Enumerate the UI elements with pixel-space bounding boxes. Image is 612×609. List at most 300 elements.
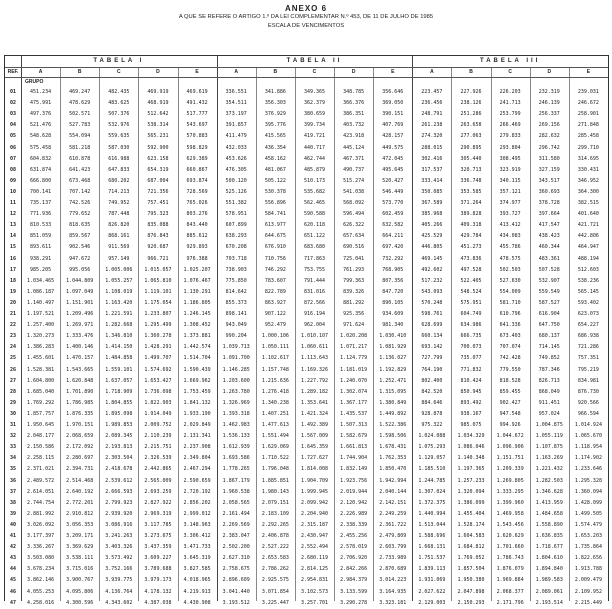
value-cell: 2.131.341 [183, 433, 211, 440]
value-cell: 2.215.751 [144, 444, 172, 451]
value-cell: 581.710 [499, 299, 521, 306]
value-cell: 620.118 [303, 222, 326, 229]
value-cell: 241.713 [499, 100, 521, 107]
value-cell: 2.079.151 [261, 499, 289, 506]
ref-cell: 15 [9, 244, 17, 251]
value-cell: 538.314 [147, 122, 169, 129]
value-cell: 3.715.016 [66, 566, 94, 573]
value-cell: 1.543.665 [66, 366, 94, 373]
value-cell: 985.075 [460, 422, 482, 428]
value-cell: 1.904.709 [300, 477, 329, 484]
value-cell: 975.322 [421, 422, 443, 428]
value-cell: 868.161 [108, 233, 130, 240]
value-cell: 976.388 [186, 255, 208, 262]
value-cell: 2.910.812 [66, 510, 94, 517]
value-cell: 2.842.266 [340, 566, 368, 573]
value-cell: 1.867.179 [222, 477, 250, 484]
value-cell: 1.221.591 [105, 311, 133, 317]
value-cell: 1.295.328 [574, 477, 602, 484]
value-cell: 3.979.173 [144, 577, 172, 584]
value-cell: 1.151.751 [496, 455, 524, 462]
value-cell: 507.528 [538, 266, 560, 273]
value-cell: 232.319 [538, 89, 560, 95]
ref-cell: 44 [9, 566, 17, 573]
value-cell: 2.361.722 [379, 521, 407, 528]
value-cell: 2.237.908 [183, 444, 211, 451]
value-cell: 626.322 [343, 222, 365, 229]
value-cell: 274.320 [421, 133, 443, 140]
value-cell: 938.291 [30, 255, 52, 262]
value-cell: 3.102.573 [300, 588, 329, 595]
value-cell: 929.893 [186, 244, 208, 251]
value-cell: 660.867 [186, 166, 208, 173]
value-cell: 616.988 [108, 155, 130, 162]
value-cell: 1.786.985 [66, 399, 94, 406]
value-cell: 1.814.008 [300, 466, 329, 473]
value-cell: 445.124 [343, 144, 365, 151]
value-cell: 613.977 [264, 222, 286, 229]
ref-cell: 12 [9, 211, 17, 218]
value-cell: 985.205 [30, 266, 52, 273]
ref-cell: 13 [9, 222, 17, 229]
value-cell: 1.181.019 [340, 366, 368, 373]
value-cell: 1.257.233 [457, 477, 485, 484]
value-cell: 1.097.049 [66, 288, 94, 295]
value-cell: 1.744.904 [340, 455, 368, 462]
value-cell: 725.041 [343, 255, 365, 262]
value-cell: 1.157.748 [261, 366, 289, 373]
value-cell: 607.899 [225, 222, 247, 229]
value-cell: 2.666.593 [105, 488, 133, 495]
value-cell: 657.634 [343, 233, 365, 240]
value-cell: 1.386.283 [27, 344, 55, 351]
value-cell: 598.761 [421, 311, 443, 317]
value-cell: 911.451 [538, 399, 560, 406]
ref-cell: 02 [9, 100, 17, 107]
value-cell: 791.444 [303, 277, 326, 284]
value-cell: 604.832 [30, 155, 52, 162]
value-cell: 795.323 [147, 211, 169, 218]
value-cell: 604.749 [460, 311, 482, 317]
value-cell: 683.680 [303, 244, 326, 251]
value-cell: 226.203 [499, 89, 521, 95]
value-cell: 2.514.468 [66, 477, 94, 484]
value-cell: 350.085 [421, 188, 443, 195]
ref-cell: 10 [9, 188, 17, 195]
value-cell: 1.678.431 [379, 444, 407, 451]
value-cell: 1.320.094 [457, 488, 485, 495]
value-cell: 483.625 [108, 100, 130, 107]
value-cell: 1.075.293 [418, 444, 446, 451]
value-cell: 1.612.939 [222, 444, 250, 451]
value-cell: 411.479 [225, 133, 247, 140]
value-cell: 641.336 [499, 322, 521, 329]
value-cell: 697.420 [382, 244, 404, 251]
ref-cell: 33 [9, 444, 17, 451]
grupo-label: GRUPO [25, 79, 44, 85]
value-cell: 356.303 [264, 100, 286, 107]
value-cell: 497.528 [460, 266, 482, 273]
ref-cell: 24 [9, 344, 17, 351]
value-cell: 2.467.294 [183, 466, 211, 473]
ref-cell: 09 [9, 177, 17, 184]
value-cell: 340.115 [499, 177, 521, 184]
value-cell: 556.896 [264, 200, 286, 206]
value-cell: 795.219 [577, 366, 599, 373]
value-cell: 1.333.476 [66, 333, 94, 340]
value-cell: 2.150.293 [457, 599, 485, 606]
value-cell: 1.857.757 [27, 410, 55, 417]
value-cell: 1.841.132 [183, 399, 211, 406]
value-cell: 1.804.855 [105, 399, 133, 406]
value-cell: 1.360.278 [144, 333, 172, 340]
value-cell: 707.142 [69, 188, 91, 195]
value-cell: 512.603 [577, 266, 599, 273]
value-cell: 1.440.994 [418, 510, 446, 517]
value-cell: 2.896.609 [222, 577, 250, 584]
salary-table [4, 55, 609, 606]
value-cell: 2.527.222 [261, 544, 289, 551]
value-cell: 818.528 [499, 377, 521, 384]
value-cell: 2.068.377 [496, 588, 524, 595]
value-cell: 843.440 [186, 222, 208, 229]
value-cell: 1.620.848 [66, 377, 94, 384]
value-cell: 1.449.892 [379, 410, 407, 417]
value-cell: 1.588.696 [418, 533, 446, 539]
ref-cell: 05 [9, 133, 17, 140]
value-cell: 1.367.177 [340, 399, 368, 406]
value-cell: 925.356 [343, 311, 365, 317]
value-cell: 2.120.942 [340, 499, 368, 506]
value-cell: 3.257.701 [300, 599, 329, 606]
value-cell: 1.413.959 [535, 499, 563, 506]
value-cell: 584.741 [264, 211, 286, 218]
value-cell: 248.791 [421, 111, 443, 118]
value-cell: 1.933.190 [183, 410, 211, 417]
value-cell: 253.799 [499, 111, 521, 118]
value-cell: 362.379 [303, 100, 326, 107]
value-cell: 343.517 [538, 177, 560, 184]
value-cell: 1.108.019 [105, 288, 133, 295]
value-cell: 957.149 [108, 255, 130, 262]
value-cell: 449.575 [382, 144, 404, 151]
value-cell: 522.405 [460, 277, 482, 284]
value-cell: 403.732 [343, 122, 365, 129]
value-cell: 971.624 [343, 322, 365, 329]
value-cell: 2.280.697 [66, 455, 94, 462]
value-cell: 1.055.257 [105, 277, 133, 284]
value-cell: 962.004 [303, 322, 326, 329]
value-cell: 320.713 [460, 166, 482, 173]
value-cell: 333.414 [421, 177, 443, 184]
value-cell: 616.904 [538, 311, 560, 317]
value-cell: 491.432 [186, 100, 208, 107]
value-cell: 1.209.496 [66, 311, 94, 317]
value-cell: 505.122 [264, 177, 286, 184]
value-cell: 1.000.106 [261, 333, 289, 340]
value-cell: 947.548 [499, 410, 521, 417]
value-cell: 1.071.217 [340, 344, 368, 351]
value-cell: 673.468 [69, 177, 91, 184]
value-cell: 3.193.512 [222, 599, 250, 606]
value-cell: 855.373 [225, 299, 247, 306]
column-header: E [195, 69, 199, 75]
column-header: B [77, 69, 82, 75]
value-cell: 799.363 [343, 277, 365, 284]
value-cell: 1.102.617 [261, 355, 289, 362]
value-cell: 1.822.656 [574, 555, 602, 562]
value-cell: 349.365 [303, 89, 326, 95]
value-cell: 596.494 [343, 211, 365, 218]
value-cell: 551.382 [225, 200, 247, 206]
ref-cell: 34 [9, 455, 17, 462]
value-cell: 810.533 [30, 222, 52, 229]
value-cell: 4.095.806 [66, 588, 94, 595]
value-cell: 3.071.854 [261, 588, 289, 595]
value-cell: 2.680.119 [300, 555, 329, 562]
value-cell: 376.929 [264, 111, 286, 118]
value-cell: 700.073 [460, 344, 482, 351]
value-cell: 239.031 [577, 89, 599, 95]
value-cell: 1.914.049 [144, 410, 172, 417]
value-cell: 1.796.048 [261, 466, 289, 473]
value-cell: 634.986 [460, 322, 482, 329]
value-cell: 302.416 [421, 155, 443, 162]
value-cell: 373.197 [225, 111, 247, 118]
value-cell: 317.537 [421, 166, 443, 173]
value-cell: 765.026 [186, 200, 208, 206]
value-cell: 308.495 [499, 155, 521, 162]
value-cell: 227.926 [460, 89, 482, 95]
value-cell: 952.479 [264, 322, 286, 329]
value-cell: 1.386.099 [457, 499, 485, 506]
value-cell: 451.234 [30, 89, 52, 95]
value-cell: 1.499.505 [574, 510, 602, 517]
value-cell: 1.124.779 [340, 355, 368, 362]
value-cell: 1.353.641 [300, 399, 329, 406]
value-cell: 405.266 [421, 222, 443, 229]
value-cell: 2.565.009 [144, 477, 172, 484]
value-cell: 1.832.149 [340, 466, 368, 473]
value-cell: 1.885.851 [261, 477, 289, 484]
value-cell: 2.029.849 [183, 422, 211, 428]
value-cell: 1.701.890 [66, 388, 94, 395]
value-cell: 469.145 [421, 255, 443, 262]
value-cell: 1.970.151 [66, 422, 94, 428]
value-cell: 4.343.602 [105, 599, 133, 606]
value-cell: 293.804 [499, 144, 521, 151]
value-cell: 1.931.069 [418, 577, 446, 584]
value-cell: 1.551.494 [261, 433, 289, 440]
value-cell: 369.050 [382, 100, 404, 107]
value-cell: 510.173 [303, 177, 326, 184]
value-cell: 1.209.339 [496, 466, 524, 473]
value-cell: 727.799 [421, 355, 443, 362]
value-cell: 472.045 [382, 155, 404, 162]
value-cell: 1.522.386 [379, 422, 407, 428]
value-cell: 473.836 [460, 255, 482, 262]
ref-cell: 38 [9, 499, 17, 506]
value-cell: 1.289.182 [300, 388, 329, 395]
value-cell: 876.843 [147, 233, 169, 240]
value-cell: 434.083 [499, 233, 521, 240]
value-cell: 2.590.659 [183, 477, 211, 484]
value-cell: 3.645.319 [183, 555, 211, 562]
ref-cell: 28 [9, 388, 17, 395]
value-cell: 565.145 [577, 288, 599, 295]
value-cell: 3.862.146 [27, 577, 55, 584]
value-cell: 761.293 [343, 266, 365, 273]
ref-cell: 41 [9, 533, 17, 539]
value-cell: 1.295.499 [144, 322, 172, 329]
value-cell: 3.117.785 [144, 521, 172, 528]
value-cell: 1.360.094 [574, 488, 602, 495]
group-header: TABELA I [93, 58, 145, 64]
value-cell: 1.822.903 [144, 399, 172, 406]
value-cell: 3.177.397 [27, 533, 55, 539]
value-cell: 2.183.109 [261, 510, 289, 517]
value-cell: 1.010.107 [300, 333, 329, 340]
value-cell: 632.582 [382, 222, 404, 229]
value-cell: 1.129.057 [418, 455, 446, 462]
value-cell: 660.134 [421, 333, 443, 340]
value-cell: 2.129.003 [418, 599, 446, 606]
value-cell: 1.174.902 [574, 455, 602, 462]
value-cell: 647.750 [538, 322, 560, 329]
value-cell: 966.721 [147, 255, 169, 262]
value-cell: 920.687 [147, 244, 169, 251]
value-cell: 1.307.024 [418, 488, 446, 495]
value-cell: 779.652 [69, 211, 91, 218]
value-cell: 1.558.890 [535, 521, 563, 528]
value-cell: 3.678.234 [27, 566, 55, 573]
value-cell: 876.730 [577, 388, 599, 395]
value-cell: 2.489.572 [27, 477, 55, 484]
value-cell: 2.394.731 [66, 466, 94, 473]
value-cell: 299.710 [577, 144, 599, 151]
value-cell: 714.145 [538, 344, 560, 351]
value-cell: 1.499.707 [144, 355, 172, 362]
value-cell: 1.393.318 [222, 410, 250, 417]
value-cell: 902.546 [69, 244, 91, 251]
value-cell: 4.387.038 [144, 599, 172, 606]
value-cell: 1.340.238 [261, 399, 289, 406]
value-cell: 2.954.831 [300, 577, 329, 584]
value-cell: 2.171.796 [496, 599, 524, 606]
value-cell: 749.952 [108, 200, 130, 206]
value-cell: 485.879 [303, 166, 326, 173]
value-cell: 995.056 [69, 266, 91, 273]
value-cell: 1.637.057 [105, 377, 133, 384]
value-cell: 839.326 [343, 288, 365, 295]
value-cell: 2.048.177 [27, 433, 55, 440]
value-cell: 527.783 [69, 122, 91, 129]
value-cell: 1.455.404 [457, 510, 485, 517]
value-cell: 1.804.610 [535, 555, 563, 562]
value-cell: 1.701.660 [496, 544, 524, 551]
value-cell: 1.736.098 [144, 388, 172, 395]
ref-cell: 31 [9, 422, 17, 428]
value-cell: 1.269.805 [496, 477, 524, 484]
value-cell: 543.093 [421, 288, 443, 295]
value-cell: 458.162 [264, 155, 286, 162]
value-cell: 1.034.329 [457, 433, 485, 440]
ref-cell: 37 [9, 488, 17, 495]
value-cell: 1.308.452 [183, 322, 211, 329]
value-cell: 1.076.467 [183, 277, 211, 284]
value-cell: 425.529 [421, 233, 443, 240]
value-cell: 266.469 [499, 122, 521, 129]
value-cell: 436.354 [264, 144, 286, 151]
value-cell: 1.620.629 [496, 533, 524, 539]
value-cell: 1.044.809 [66, 277, 94, 284]
value-cell: 532.907 [538, 277, 560, 284]
value-cell: 1.192.829 [379, 366, 407, 373]
column-header: C [508, 69, 512, 75]
value-cell: 238.126 [460, 100, 482, 107]
ref-cell: 22 [9, 322, 17, 329]
value-cell: 2.292.265 [261, 521, 289, 528]
value-cell: 374.977 [499, 200, 521, 206]
value-cell: 438.423 [538, 233, 560, 240]
value-cell: 1.263.780 [222, 388, 250, 395]
ref-header: REF. [7, 69, 19, 75]
ref-cell: 04 [9, 122, 17, 129]
value-cell: 590.588 [303, 211, 326, 218]
value-cell: 1.240.070 [340, 377, 368, 384]
value-cell: 469.619 [186, 89, 208, 95]
value-cell: 1.140.497 [27, 299, 55, 306]
value-cell: 2.720.192 [183, 488, 211, 495]
value-cell: 3.900.767 [66, 577, 94, 584]
value-cell: 271.848 [577, 122, 599, 129]
value-cell: 884.646 [421, 399, 443, 406]
ref-cell: 43 [9, 555, 17, 562]
value-cell: 703.718 [225, 255, 247, 262]
value-cell: 4.055.253 [27, 588, 55, 595]
value-cell: 629.389 [186, 155, 208, 162]
value-cell: 916.194 [303, 311, 326, 317]
value-cell: 2.614.051 [27, 488, 55, 495]
value-cell: 469.919 [147, 89, 169, 95]
value-cell: 938.167 [460, 410, 482, 417]
value-cell: 2.142.151 [379, 499, 407, 506]
ref-cell: 26 [9, 366, 17, 373]
value-cell: 1.857.504 [457, 566, 485, 573]
value-cell: 527.630 [499, 277, 521, 284]
value-cell: 623.158 [147, 155, 169, 162]
value-cell: 670.208 [225, 244, 247, 251]
value-cell: 568.092 [343, 200, 365, 206]
value-cell: 535.682 [303, 188, 326, 195]
value-cell: 305.440 [460, 155, 482, 162]
value-cell: 1.574.692 [144, 366, 172, 373]
value-cell: 520.427 [382, 177, 404, 184]
value-cell: 2.479.809 [379, 533, 407, 539]
value-cell: 3.026.092 [27, 521, 55, 528]
value-cell: 1.373.881 [183, 333, 211, 340]
value-cell: 2.758.675 [222, 566, 250, 573]
value-cell: 548.628 [30, 133, 52, 140]
value-cell: 481.067 [264, 166, 286, 173]
value-cell: 598.829 [186, 144, 208, 151]
value-cell: 592.900 [147, 144, 169, 151]
value-cell: 807.356 [382, 277, 404, 284]
value-cell: 1.514.704 [183, 355, 211, 362]
value-cell: 246.139 [538, 100, 560, 107]
value-cell: 382.515 [577, 200, 599, 206]
value-cell: 490.737 [343, 166, 365, 173]
